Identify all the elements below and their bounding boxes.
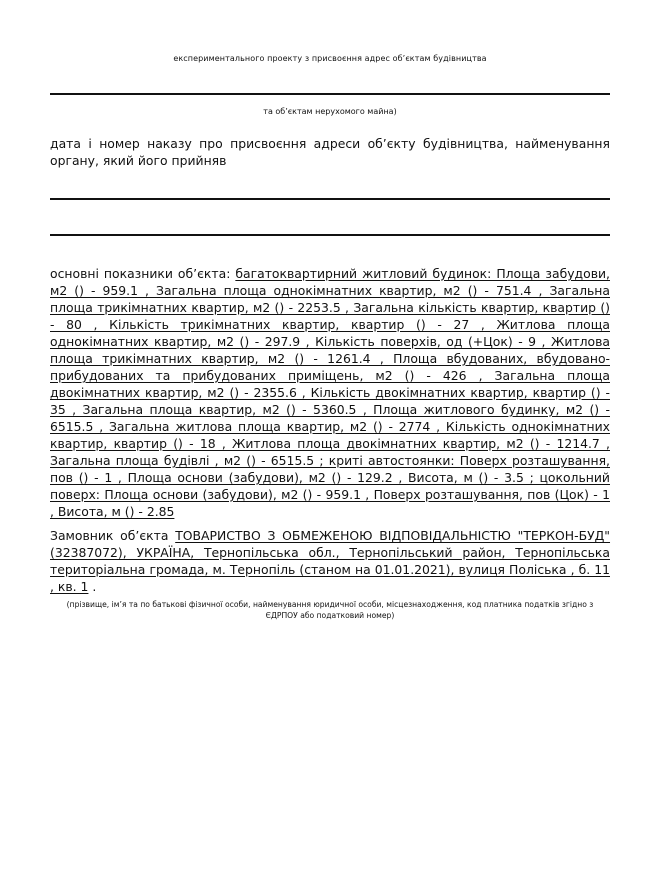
customer-trail: . [88, 579, 97, 594]
customer-footnote: (прізвище, ім’я та по батькові фізичної особи, найменування юридичної особи, місцезнаходження, код платника податків згідно з ЄДРПОУ або податковий номер) [66, 600, 594, 620]
order-blank-line [50, 198, 610, 200]
header-caption: експериментального проекту з присвоєння адрес об’єктам будівництва [173, 54, 487, 63]
customer-paragraph [50, 527, 610, 595]
customer-label: Замовник об’єкта [50, 528, 176, 543]
indicators-value: багатоквартирний житловий будинок: Площа забудови, м2 () - 959.1 , Загальна площа однокімнатних квартир, м2 () - 751.4 , Загальна площа трикімнатних квартир, м2 () - 2253.5 , Загальна кількість квартир, квартир () - 80 , Кількість трикімнатних квартир, квартир () - 27 , Житлова площа однокімнатних квартир, м2 () - 297.9 , Кількість поверхів, од (+Цок) - 9 , Житлова площа трикімнатних квартир, м2 () - 1261.4 , Площа вбудованих, вбудовано-прибудованих та прибудованих приміщень, м2 () - 426 , Загальна площа двокімнатних квартир, м2 () - 2355.6 , Кількість двокімнатних квартир, квартир () - 35 , Загальна площа квартир, м2 () - 5360.5 , Площа житлового будинку, м2 () - 6515.5 , Загальна житлова площа квартир, м2 () - 2774 , Кількість однокімнатних квартир, квартир () - 18 , Житлова площа двокімнатних квартир, м2 () - 1214.7 , Загальна площа будівлі , м2 () - 6515.5 ; криті автостоянки: Поверх розташування, пов () - 1 , Площа основи (забудови), м2 () - 129.2 , Висота, м () - 3.5 ; цокольний поверх: Площа основи (забудови), м2 () - 959.1 , Поверх розташування, пов (Цок) - 1 , Висота, м () - 2.85 [50, 266, 610, 519]
order-blank-line-2 [50, 234, 610, 236]
header-caption-continued: та об’єктам нерухомого майна) [263, 107, 397, 116]
indicators-label: основні показники об’єкта: [50, 266, 236, 281]
divider-line [50, 93, 610, 95]
customer-value: ТОВАРИСТВО З ОБМЕЖЕНОЮ ВІДПОВІДАЛЬНІСТЮ "ТЕРКОН-БУД" (32387072), УКРАЇНА, Тернопільська обл., Тернопільський район, Тернопільська територіальна громада, м. Тернопіль (станом на 01.01.2021), вулиця Поліська , б. 11 , кв. 1 [50, 528, 611, 594]
indicators-paragraph [50, 265, 610, 520]
order-label: дата і номер наказу про присвоєння адреси об’єкту будівництва, найменування органу, який його прийняв [50, 136, 610, 168]
